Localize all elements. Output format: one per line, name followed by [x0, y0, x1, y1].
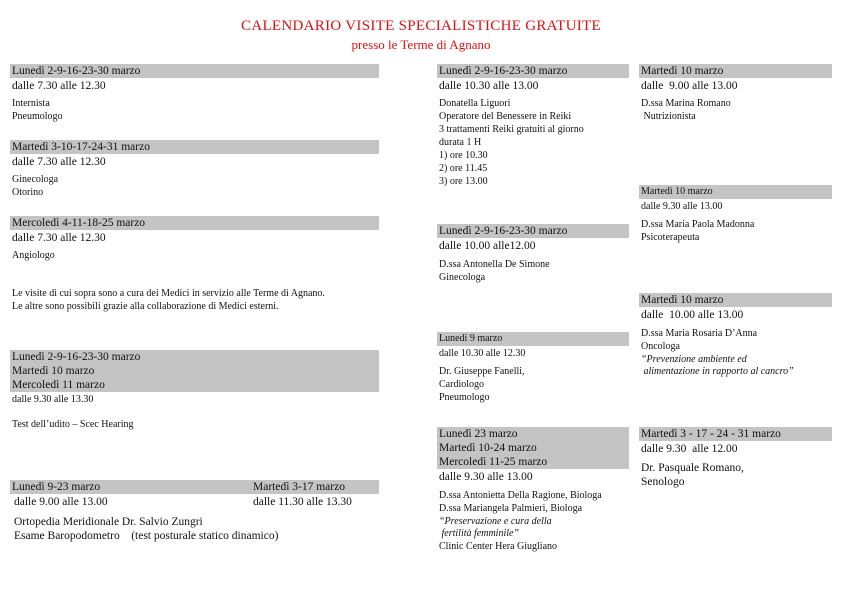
left-s5-item-1: Ortopedia Meridionale Dr. Salvio Zungri: [14, 516, 203, 528]
right-s1-item-2: Nutrizionista: [641, 111, 696, 122]
right-s3-quote-1: “Prevenzione ambiente ed: [641, 354, 747, 365]
right-s2-item-2: Psicoterapeuta: [641, 232, 700, 243]
left-s4-item-1: Test dell’udito – Scec Hearing: [12, 419, 134, 430]
left-s1-item-1: Internista: [12, 98, 50, 109]
mid-s4-quote-2: fertilità femminile”: [439, 528, 519, 539]
right-s2-time: dalle 9.30 alle 13.00: [641, 201, 723, 212]
right-s1-days: Martedì 10 marzo: [639, 64, 832, 78]
right-s1-item-1: D.ssa Marina Romano: [641, 98, 731, 109]
right-s2-days: Martedì 10 marzo: [639, 185, 832, 199]
page-subtitle: presso le Terme di Agnano: [351, 37, 491, 52]
mid-s4-days-3: Mercoledì 11-25 marzo: [437, 455, 629, 469]
right-s3-days: Martedì 10 marzo: [639, 293, 832, 307]
mid-s1-days: Lunedì 2-9-16-23-30 marzo: [437, 64, 629, 78]
left-s4-time: dalle 9.30 alle 13.30: [12, 394, 94, 405]
mid-s4-days-2: Martedì 10-24 marzo: [437, 441, 629, 455]
mid-s4-quote-1: “Preservazione e cura della: [439, 516, 552, 527]
mid-s4-time: dalle 9.30 alle 13.00: [439, 471, 533, 483]
right-s4-item-2: Senologo: [641, 476, 685, 488]
right-s3-item-2: Oncologa: [641, 341, 680, 352]
mid-s3-item-2: Cardiologo: [439, 379, 484, 390]
mid-s2-item-2: Ginecologa: [439, 272, 486, 283]
left-s4-days-3: Mercoledì 11 marzo: [10, 378, 379, 392]
mid-s1-item-5: 1) ore 10.30: [439, 150, 488, 161]
left-s2-item-1: Ginecologa: [12, 174, 59, 185]
right-s2-item-1: D.ssa Maria Paola Madonna: [641, 219, 755, 230]
left-note-line-1: Le visite di cui sopra sono a cura dei Medici in servizio alle Terme di Agnano.: [12, 288, 325, 299]
mid-s1-item-2: Operatore del Benessere in Reiki: [439, 111, 572, 122]
left-s3-item-1: Angiologo: [12, 250, 55, 261]
mid-s1-item-3: 3 trattamenti Reiki gratuiti al giorno: [439, 124, 584, 135]
mid-s3-days: Lunedì 9 marzo: [437, 332, 629, 346]
left-s4-days-1: Lunedì 2-9-16-23-30 marzo: [10, 350, 379, 364]
left-s1-days: Lunedì 2-9-16-23-30 marzo: [10, 64, 379, 78]
left-s1-time: dalle 7.30 alle 12.30: [12, 80, 106, 92]
left-s3-days: Mercoledì 4-11-18-25 marzo: [10, 216, 379, 230]
left-s5-time-a: dalle 9.00 alle 13.00: [14, 496, 108, 508]
left-s2-time: dalle 7.30 alle 12.30: [12, 156, 106, 168]
mid-s1-item-7: 3) ore 13.00: [439, 176, 488, 187]
right-s1-time: dalle 9.00 alle 13.00: [641, 80, 738, 92]
mid-s1-time: dalle 10.30 alle 13.00: [439, 80, 539, 92]
left-s5-days-a: Lunedì 9-23 marzo: [12, 481, 101, 493]
mid-s1-item-4: durata 1 H: [439, 137, 482, 148]
left-s2-days: Martedì 3-10-17-24-31 marzo: [10, 140, 379, 154]
mid-s1-item-6: 2) ore 11.45: [439, 163, 488, 174]
left-s1-item-2: Pneumologo: [12, 111, 63, 122]
left-s5-time-b: dalle 11.30 alle 13.30: [253, 496, 352, 508]
right-s4-item-1: Dr. Pasquale Romano,: [641, 462, 744, 474]
mid-s4-footer: Clinic Center Hera Giugliano: [439, 541, 558, 552]
left-s4-days-2: Martedì 10 marzo: [10, 364, 379, 378]
left-s2-item-2: Otorino: [12, 187, 44, 198]
left-s3-time: dalle 7.30 alle 12.30: [12, 232, 106, 244]
mid-s2-days: Lunedì 2-9-16-23-30 marzo: [437, 224, 629, 238]
mid-s4-item-1: D.ssa Antonietta Della Ragione, Biologa: [439, 490, 602, 501]
page-title: CALENDARIO VISITE SPECIALISTICHE GRATUITE: [241, 18, 601, 34]
right-s3-quote-2: alimentazione in rapporto al cancro”: [641, 366, 794, 377]
left-s5-days-b: Martedì 3-17 marzo: [253, 481, 345, 493]
mid-s1-item-1: Donatella Liguori: [439, 98, 511, 109]
mid-s3-item-3: Pneumologo: [439, 392, 490, 403]
mid-s3-item-1: Dr. Giuseppe Fanelli,: [439, 366, 525, 377]
right-s4-days: Martedì 3 - 17 - 24 - 31 marzo: [639, 427, 832, 441]
right-s4-time: dalle 9.30 alle 12.00: [641, 443, 738, 455]
right-s3-time: dalle 10.00 alle 13.00: [641, 309, 744, 321]
left-s5-item-2: Esame Baropodometro (test posturale statico dinamico): [14, 530, 279, 542]
mid-s2-time: dalle 10.00 alle12.00: [439, 240, 536, 252]
mid-s4-days-1: Lunedì 23 marzo: [437, 427, 629, 441]
mid-s2-item-1: D.ssa Antonella De Simone: [439, 259, 550, 270]
left-note-line-2: Le altre sono possibili grazie alla collaborazione di Medici esterni.: [12, 301, 279, 312]
mid-s3-time: dalle 10.30 alle 12.30: [439, 348, 526, 359]
mid-s4-item-2: D.ssa Mariangela Palmieri, Biologa: [439, 503, 583, 514]
right-s3-item-1: D.ssa Maria Rosaria D’Anna: [641, 328, 758, 339]
left-s5-days-bar: [10, 480, 379, 494]
